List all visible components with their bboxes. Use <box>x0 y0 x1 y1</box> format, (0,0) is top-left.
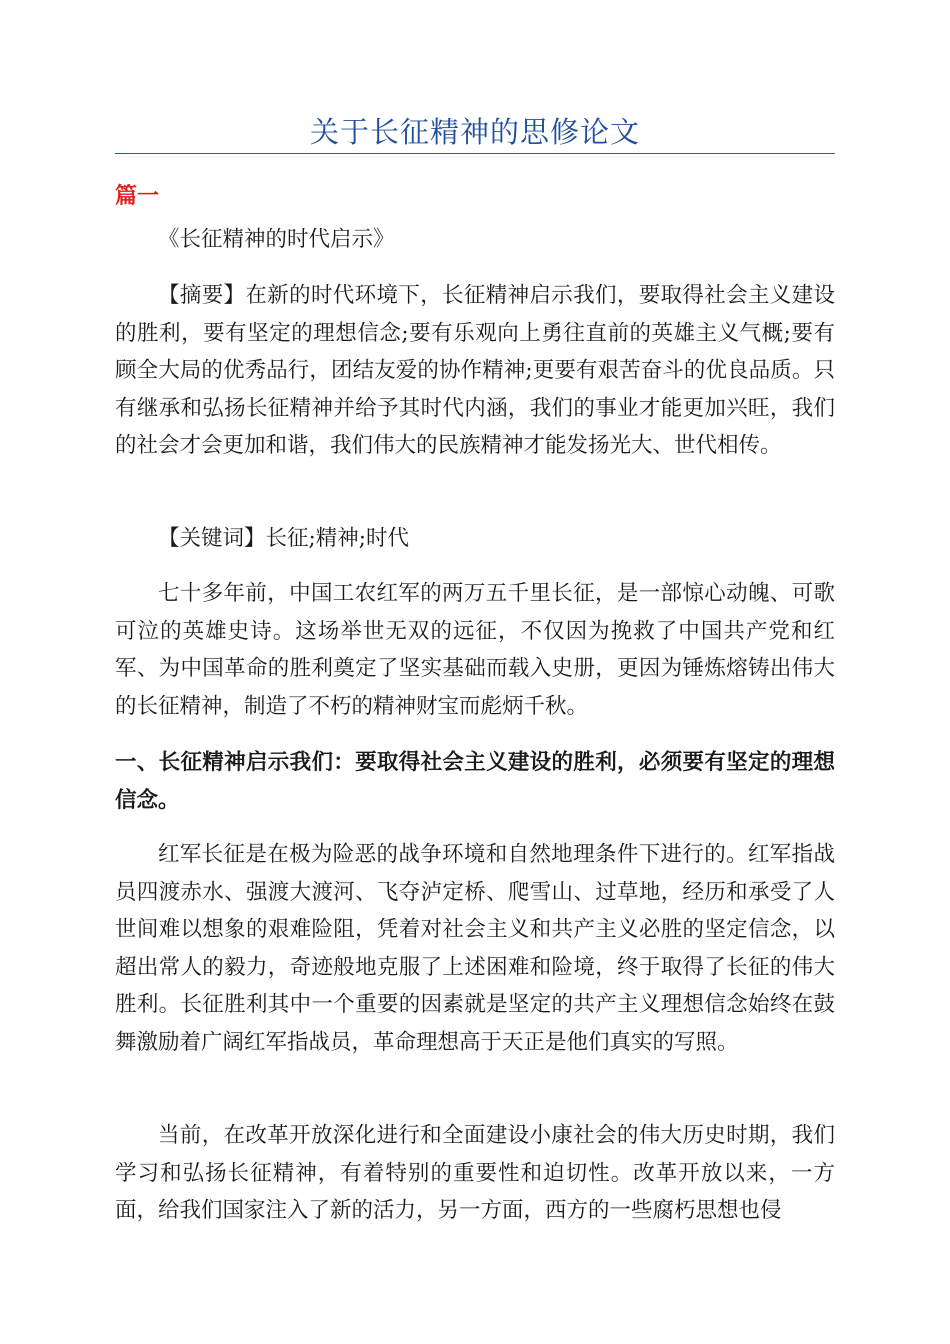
article-subtitle: 《长征精神的时代启示》 <box>158 227 395 252</box>
section-heading: 一、长征精神启示我们：要取得社会主义建设的胜利，必须要有坚定的理想信念。 <box>115 750 835 813</box>
keywords-paragraph: 【关键词】长征;精神;时代 <box>158 526 409 551</box>
body-paragraph: 当前，在改革开放深化进行和全面建设小康社会的伟大历史时期，我们学习和弘扬长征精神，有着特别的重要性和迫切性。改革开放以来，一方面，给我们国家注入了新的活力，另一方面，西方的一些腐朽思想也侵 <box>115 1123 835 1223</box>
body-paragraph: 红军长征是在极为险恶的战争环境和自然地理条件下进行的。红军指战员四渡赤水、强渡大渡河、飞夺泸定桥、爬雪山、过草地，经历和承受了人世间难以想象的艰难险阻，凭着对社会主义和共产主义必胜的坚定信念，以超出常人的毅力，奇迹般地克服了上述困难和险境，终于取得了长征的伟大胜利。长征胜利其中一个重要的因素就是坚定的共产主义理想信念始终在鼓舞激励着广阔红军指战员，革命理想高于天正是他们真实的写照。 <box>115 842 835 1055</box>
title-divider <box>115 153 835 154</box>
section-label: 篇一 <box>115 183 160 209</box>
body-paragraph: 七十多年前，中国工农红军的两万五千里长征，是一部惊心动魄、可歌可泣的英雄史诗。这场举世无双的远征，不仅因为挽救了中国共产党和红军、为中国革命的胜利奠定了坚实基础而载入史册，更因为锤炼熔铸出伟大的长征精神，制造了不朽的精神财宝而彪炳千秋。 <box>115 581 835 719</box>
document-title: 关于长征精神的思修论文 <box>309 115 640 149</box>
abstract-paragraph: 【摘要】在新的时代环境下，长征精神启示我们，要取得社会主义建设的胜利，要有坚定的理想信念;要有乐观向上勇往直前的英雄主义气概;要有顾全大局的优秀品行，团结友爱的协作精神;更要有艰苦奋斗的优良品质。只有继承和弘扬长征精神并给予其时代内涵，我们的事业才能更加兴旺，我们的社会才会更加和谐，我们伟大的民族精神才能发扬光大、世代相传。 <box>115 283 835 458</box>
